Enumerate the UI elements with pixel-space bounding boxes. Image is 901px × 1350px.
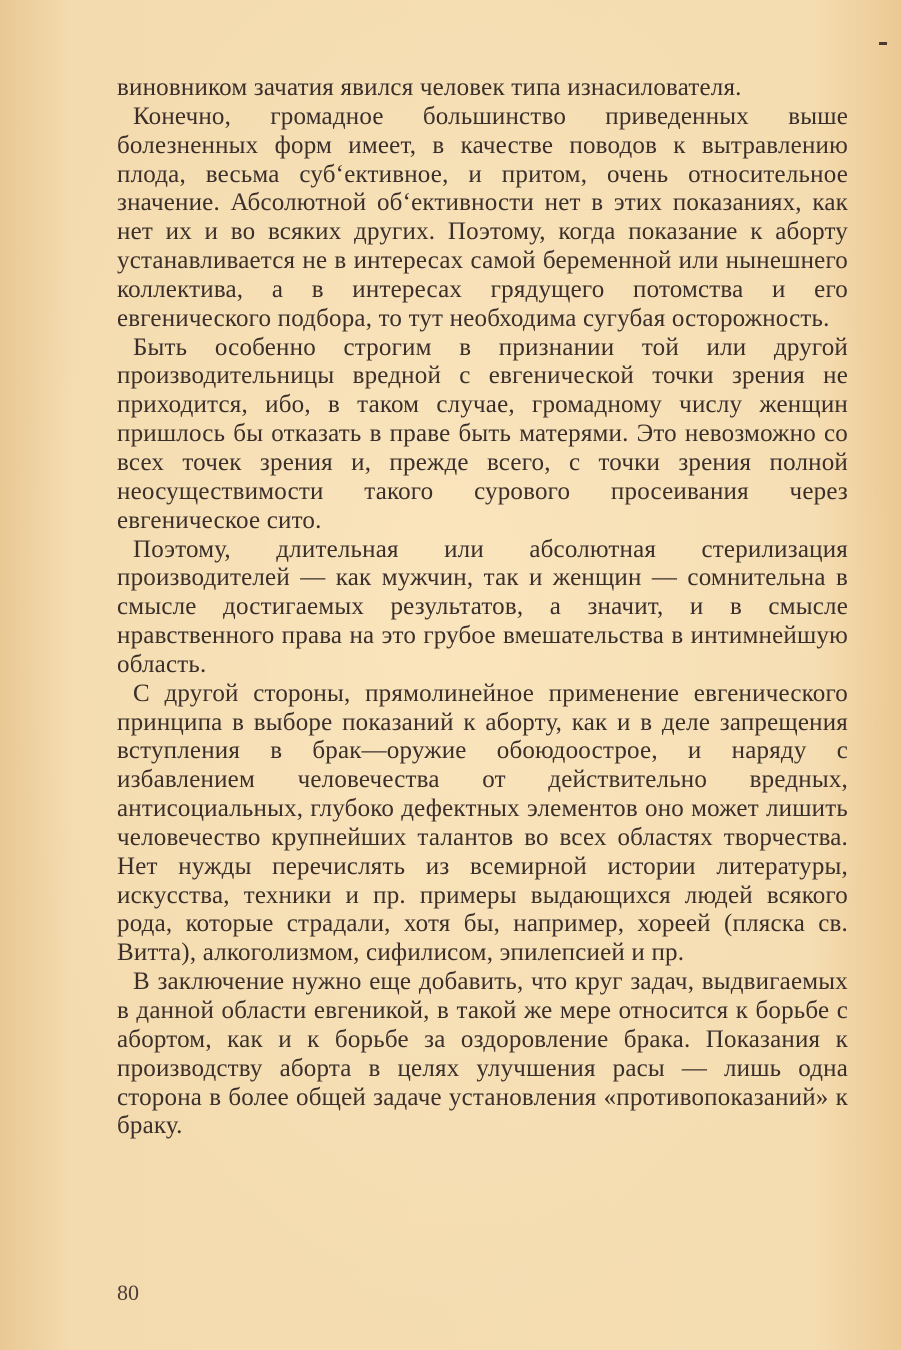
paragraph-continuation: виновником зачатия явился человек типа изнасилователя. bbox=[117, 74, 742, 101]
page-edge-mark bbox=[879, 42, 887, 45]
paragraph: Быть особенно строгим в признании той или другой производительницы вредной с евгенической точки зрения не приходится, ибо, в таком случае, громадному числу женщин пришлось бы отказать в праве быть матерями. Это невозможно со всех точек зрения и, прежде всего, с точки зрения полной неосуществимости такого сурового просеивания через евгеническое сито. bbox=[117, 333, 848, 534]
paragraph: Конечно, громадное большинство приведенных выше болезненных форм имеет, в качестве поводов к вытравлению плода, весьма суб‘ективное, и притом, очень относительное значение. Абсолютной об‘ективности нет в этих показаниях, как нет их и во всяких других. Поэтому, когда показание к аборту устанавливается не в интересах самой беременной или нынешнего коллектива, а в интересах грядущего потомства и его евгенического подбора, то тут необходима сугубая осторожность. bbox=[117, 102, 848, 332]
body-text bbox=[117, 74, 848, 1141]
paragraph: Поэтому, длительная или абсолютная стерилизация производителей — как мужчин, так и женщин — сомнительна в смысле достигаемых результатов, а значит, и в смысле нравственного права на это грубое вмешательства в интимнейшую область. bbox=[117, 535, 848, 678]
paragraph: С другой стороны, прямолинейное применение евгенического принципа в выборе показаний к аборту, как и в деле запрещения вступления в брак—оружие обоюдоострое, и наряду с избавлением человечества от действительно вредных, антисоциальных, глубоко дефектных элементов оно может лишить человечество крупнейших талантов во всех областях творчества. Нет нужды перечислять из всемирной истории литературы, искусства, техники и пр. примеры выдающихся людей всякого рода, которые страдали, хотя бы, например, хореей (пляска св. Витта), алкоголизмом, сифилисом, эпилепсией и пр. bbox=[117, 679, 848, 967]
page-number: 80 bbox=[117, 1280, 139, 1305]
paragraph: В заключение нужно еще добавить, что круг задач, выдвигаемых в данной области евгеникой, в такой же мере относится к борьбе с абортом, как и к борьбе за оздоровление брака. Показания к производству аборта в целях улучшения расы — лишь одна сторона в более общей задаче установления «противопоказаний» к браку. bbox=[117, 968, 848, 1140]
